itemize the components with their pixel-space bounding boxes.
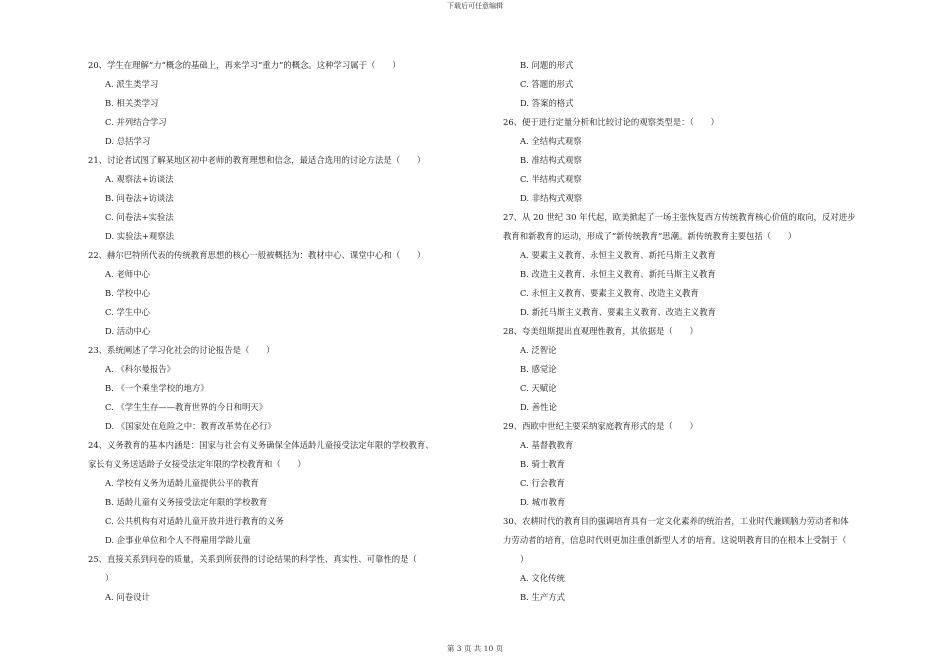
- answer-option: A. 泛智论: [520, 345, 557, 355]
- answer-option: B. 骑士教育: [520, 459, 565, 469]
- answer-option: B. 感觉论: [520, 364, 557, 374]
- answer-option: A. 全结构式观察: [520, 136, 582, 146]
- answer-option: D. 新托马斯主义教育、要素主义教育、改造主义教育: [520, 307, 716, 317]
- answer-option: C. 行会教育: [520, 478, 565, 488]
- left-column: [88, 56, 488, 607]
- answer-option: B. 《一个乘坐学校的地方》: [105, 383, 209, 393]
- page-footer: 第 3 页 共 10 页: [446, 644, 504, 653]
- question-text: 23、系统阐述了学习化社会的讨论报告是（ ）: [88, 345, 275, 355]
- answer-option: C. 学生中心: [105, 307, 150, 317]
- answer-option: C. 天赋论: [520, 383, 557, 393]
- answer-option: B. 问题的形式: [520, 60, 574, 70]
- answer-option: B. 相关类学习: [105, 98, 159, 108]
- answer-option: A. 学校有义务为适龄儿童提供公平的教育: [105, 478, 259, 488]
- answer-option: A. 观察法+访谈法: [105, 174, 174, 184]
- answer-option: A. 《科尔曼报告》: [105, 364, 175, 374]
- answer-option: B. 生产方式: [520, 592, 565, 602]
- question-text: 力劳动者的培育，信息时代则更加注重创新型人才的培育。这说明教育目的在根本上受制于（: [503, 535, 847, 545]
- answer-option: D. 非结构式观察: [520, 193, 582, 203]
- answer-option: B. 学校中心: [105, 288, 150, 298]
- answer-option: D. 活动中心: [105, 326, 151, 336]
- question-text: ）: [105, 573, 114, 583]
- answer-option: C. 公共机构有对适龄儿童开放并进行教育的义务: [105, 516, 284, 526]
- answer-option: C. 并列结合学习: [105, 117, 167, 127]
- answer-option: D. 答案的格式: [520, 98, 574, 108]
- answer-option: C. 《学生生存——教育世界的今日和明天》: [105, 402, 268, 412]
- question-text: 28、夸美纽斯提出直观理性教育，其依据是（ ）: [503, 326, 698, 336]
- answer-option: D. 总括学习: [105, 136, 151, 146]
- question-text: 22、赫尔巴特所代表的传统教育思想的核心一般被概括为：教材中心、课堂中心和（ ）: [88, 250, 426, 260]
- answer-option: D. 善性论: [520, 402, 557, 412]
- right-column: [503, 56, 918, 607]
- answer-option: D. 《国家处在危险之中：教育改革势在必行》: [105, 421, 276, 431]
- answer-option: A. 老师中心: [105, 269, 150, 279]
- answer-option: C. 问卷法+实验法: [105, 212, 174, 222]
- answer-option: D. 城市教育: [520, 497, 566, 507]
- question-text: ）: [520, 554, 529, 564]
- answer-option: B. 准结构式观察: [520, 155, 582, 165]
- answer-option: A. 基督教教育: [520, 440, 574, 450]
- answer-option: D. 实验法+观察法: [105, 231, 175, 241]
- answer-option: B. 问卷法+访谈法: [105, 193, 174, 203]
- question-text: 教育和新教育的运动，形成了“新传统教育”思潮。新传统教育主要包括（ ）: [503, 231, 797, 241]
- answer-option: A. 派生类学习: [105, 79, 159, 89]
- answer-option: C. 永恒主义教育、要素主义教育、改造主义教育: [520, 288, 699, 298]
- answer-option: C. 答题的形式: [520, 79, 574, 89]
- answer-option: D. 企事业单位和个人不得雇用学龄儿童: [105, 535, 251, 545]
- question-text: 25、直接关系到问卷的质量，关系到所获得的讨论结果的科学性、真实性、可靠性的是（: [88, 554, 417, 564]
- question-text: 30、农耕时代的教育目的强调培育具有一定文化素养的统治者，工业时代兼顾脑力劳动者和体: [503, 516, 849, 526]
- answer-option: A. 要素主义教育、永恒主义教育、新托马斯主义教育: [520, 250, 716, 260]
- question-text: 29、西欧中世纪主要采纳家庭教育形式的是（ ）: [503, 421, 698, 431]
- question-text: 24、义务教育的基本内涵是：国家与社会有义务确保全体适龄儿童接受法定年限的学校教育、: [88, 440, 434, 450]
- question-text: 27、从 20 世纪 30 年代起，欧美掀起了一场主张恢复西方传统教育核心价值的取向，反对进步: [503, 212, 856, 222]
- answer-option: A. 文化传统: [520, 573, 565, 583]
- question-text: 20、学生在理解“力”概念的基础上，再来学习“重力”的概念。这种学习属于（ ）: [88, 60, 401, 70]
- page-header: 下载后可任意编辑: [447, 2, 503, 10]
- question-text: 26、便于进行定量分析和比较讨论的观察类型是：（ ）: [503, 117, 719, 127]
- question-text: 21、讨论者试图了解某地区初中老师的教育理想和信念，最适合选用的讨论方法是（ ）: [88, 155, 426, 165]
- answer-option: A. 问卷设计: [105, 592, 150, 602]
- answer-option: B. 适龄儿童有义务接受法定年限的学校教育: [105, 497, 268, 507]
- answer-option: C. 半结构式观察: [520, 174, 582, 184]
- question-text: 家长有义务送适龄子女接受法定年限的学校教育和（ ）: [88, 459, 306, 469]
- answer-option: B. 改造主义教育、永恒主义教育、新托马斯主义教育: [520, 269, 716, 279]
